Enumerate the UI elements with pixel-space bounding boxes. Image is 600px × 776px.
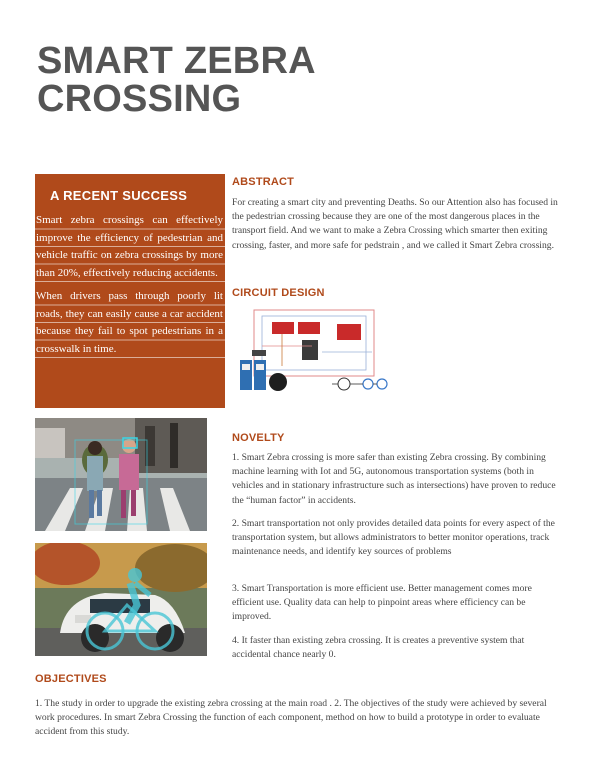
sidebar-paragraph-2: When drivers pass through poorly lit roads, they can easily cause a car accident because they fail to spot pedestrians in a crosswalk in time. — [35, 288, 225, 358]
abstract-heading: ABSTRACT — [232, 176, 295, 188]
circuit-heading: CIRCUIT DESIGN — [232, 287, 325, 299]
sidebar-paragraph-1: Smart zebra crossings can effectively improve the efficiency of pedestrian and vehicle traffic on zebra crossings by more than 20%, effectively reducing accidents. — [35, 212, 225, 282]
title-line-1: SMART ZEBRA — [37, 40, 316, 82]
novelty-item-2: 2. Smart transportation not only provides detailed data points for every aspect of the transportation system, but allows administrators to better monitor operations, track maintenance needs, and identify key sources of problems — [232, 518, 555, 558]
novelty-item-4: 4. It faster than existing zebra crossing. It is creates a preventive system that accidental chance nearly 0. — [232, 635, 525, 661]
novelty-item-1: 1. Smart Zebra crossing is more safer than existing Zebra crossing. By combining machine learning with Iot and 5G, autonomous transportation systems (both in vehicles and in stationary infrastructure such as intersections) have proven to reduce the “human factor” in accidents. — [232, 452, 556, 506]
title-line-2: CROSSING — [37, 78, 242, 120]
circuit-diagram — [232, 306, 392, 408]
cyclist-detection-photo — [35, 543, 207, 656]
circuit-schematic — [232, 306, 392, 408]
pedestrians-crossing-photo — [35, 418, 207, 531]
objectives-text: 1. The study in order to upgrade the existing zebra crossing at the main road . 2. The objectives of the study were achieved by several work procedures. In smart Zebra Crossing the function of each component, method on how to build a prototype in order to evaluate accident from this study. — [35, 698, 547, 738]
abstract-text: For creating a smart city and preventing Deaths. So our Attention also has focused in the pedestrian crossing because they are one of the most dangerous places in the transport field. And we want to make a Zebra Crossing which smarter then exiting crossing, faster, and more safe for pedstrain , and we called it Smart Zebra crossing. — [232, 197, 558, 251]
recent-success-sidebar — [35, 174, 225, 408]
novelty-item-3: 3. Smart Transportation is more efficient use. Better management comes more efficient use. Quality data can help to pinpoint areas where efficiency can be improved. — [232, 583, 532, 623]
objectives-heading: OBJECTIVES — [35, 673, 107, 685]
page-title — [37, 42, 557, 118]
cyclist-detection-illustration — [35, 543, 207, 656]
pedestrians-crossing-illustration — [35, 418, 207, 531]
novelty-heading: NOVELTY — [232, 432, 285, 444]
sidebar-heading: A RECENT SUCCESS — [50, 188, 188, 203]
